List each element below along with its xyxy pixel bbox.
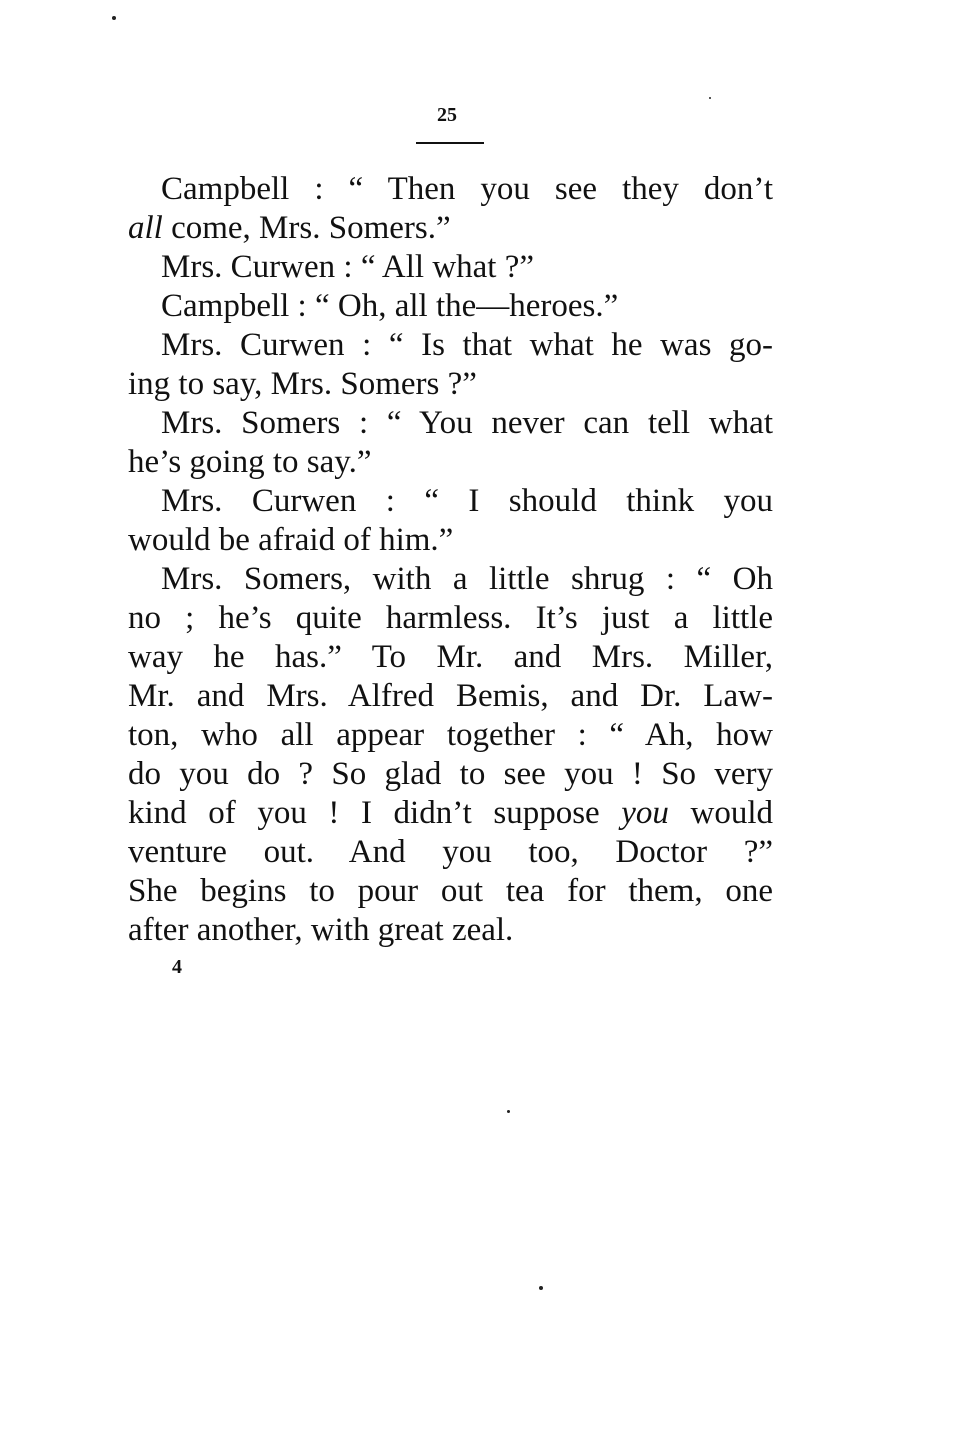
line-text: do you do ? So glad to see you ! So very [128,756,773,792]
signature-mark: 4 [172,956,182,978]
page-number-rule [416,142,484,144]
line-text: Mrs. Somers, with a little shrug : “ Oh [161,561,773,597]
text-line [128,794,773,833]
line-text: Campbell : “ Oh, all the—heroes.” [161,288,619,324]
italic-word: you [621,795,669,831]
text-line [128,482,773,521]
line-text: Mrs. Somers : “ You never can tell what [161,405,773,441]
text-line [128,404,773,443]
italic-word: all [128,210,163,246]
line-text: would [668,795,774,831]
text-line [128,248,773,287]
text-line [128,599,773,638]
text-line [128,872,773,911]
text-line [128,521,773,560]
text-line [128,443,773,482]
line-text: ing to say, Mrs. Somers ?” [128,366,477,402]
body-text [128,170,773,950]
line-text: Mrs. Curwen : “ Is that what he was go- [161,327,773,363]
line-text: he’s going to say.” [128,444,372,480]
text-line [128,677,773,716]
text-line [128,209,773,248]
text-line [128,560,773,599]
paper-speck [709,97,711,99]
line-text: no ; he’s quite harmless. It’s just a little [128,600,773,636]
line-text: come, Mrs. Somers.” [162,210,451,246]
line-text: She begins to pour out tea for them, one [128,873,773,909]
paper-speck [112,16,116,20]
line-text: Mrs. Curwen : “ All what ?” [161,249,535,285]
paper-speck [539,1286,543,1290]
text-line [128,755,773,794]
text-line [128,911,773,950]
text-line [128,287,773,326]
line-text: Campbell : “ Then you see they don’t [161,171,773,207]
text-line [128,638,773,677]
page-number: 25 [437,104,457,126]
text-line [128,833,773,872]
line-text: kind of you ! I didn’t suppose [128,795,622,831]
line-text: way he has.” To Mr. and Mrs. Miller, [128,639,773,675]
line-text: venture out. And you too, Doctor ?” [128,834,773,870]
line-text: Mrs. Curwen : “ I should think you [161,483,773,519]
line-text: ton, who all appear together : “ Ah, how [128,717,773,753]
line-text: would be afraid of him.” [128,522,454,558]
text-line [128,326,773,365]
line-text: after another, with great zeal. [128,912,514,948]
text-line [128,170,773,209]
paper-speck [507,1110,510,1113]
text-line [128,365,773,404]
text-line [128,716,773,755]
line-text: Mr. and Mrs. Alfred Bemis, and Dr. Law- [128,678,773,714]
